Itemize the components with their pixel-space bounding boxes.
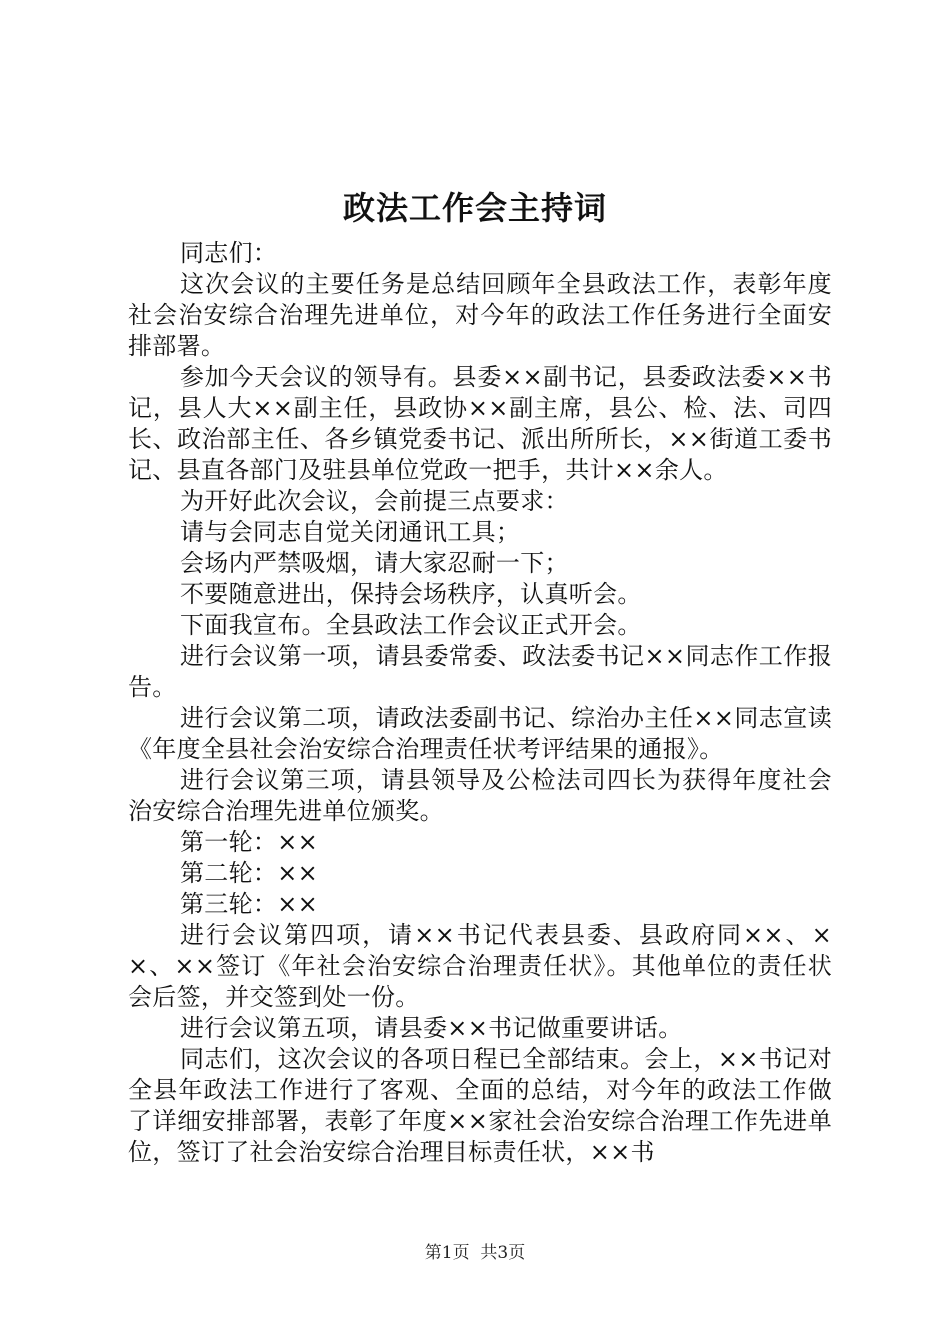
paragraph: 进行会议第四项，请××书记代表县委、县政府同××、××、××签订《年社会治安综合治理责任状》。其他单位的责任状会后签，并交签到处一份。	[128, 921, 832, 1011]
paragraph: 参加今天会议的领导有。县委××副书记，县委政法委××书记，县人大××副主任，县政协××副主席，县公、检、法、司四长、政治部主任、各乡镇党委书记、派出所所长，××街道工委书记、县直各部门及驻县单位党政一把手，共计××余人。	[128, 363, 832, 484]
paragraph: 会场内严禁吸烟，请大家忍耐一下；	[180, 549, 569, 577]
paragraph: 第三轮：××	[180, 890, 319, 918]
document-title: 政法工作会主持词	[342, 189, 607, 227]
paragraph: 第二轮：××	[180, 859, 319, 887]
paragraph: 同志们：	[180, 239, 278, 267]
paragraph: 这次会议的主要任务是总结回顾年全县政法工作，表彰年度社会治安综合治理先进单位，对今年的政法工作任务进行全面安排部署。	[128, 270, 832, 360]
paragraph: 进行会议第二项，请政法委副书记、综治办主任××同志宣读《年度全县社会治安综合治理责任状考评结果的通报》。	[128, 704, 832, 763]
paragraph: 进行会议第一项，请县委常委、政法委书记××同志作工作报告。	[128, 642, 832, 701]
paragraph: 为开好此次会议，会前提三点要求：	[180, 487, 569, 515]
page-indicator: 第1页 共3页	[424, 1243, 526, 1263]
document-body	[128, 238, 832, 1168]
paragraph: 不要随意进出，保持会场秩序，认真听会。	[180, 580, 642, 608]
paragraph: 进行会议第五项，请县委××书记做重要讲话。	[180, 1014, 683, 1042]
paragraph: 下面我宣布。全县政法工作会议正式开会。	[180, 611, 642, 639]
paragraph: 请与会同志自觉关闭通讯工具；	[180, 518, 521, 546]
paragraph: 进行会议第三项，请县领导及公检法司四长为获得年度社会治安综合治理先进单位颁奖。	[128, 766, 832, 825]
page-footer	[0, 1242, 950, 1264]
paragraph: 第一轮：××	[180, 828, 319, 856]
paragraph: 同志们，这次会议的各项日程已全部结束。会上，××书记对全县年政法工作进行了客观、全面的总结，对今年的政法工作做了详细安排部署，表彰了年度××家社会治安综合治理工作先进单位，签订了社会治安综合治理目标责任状，××书	[128, 1045, 832, 1166]
